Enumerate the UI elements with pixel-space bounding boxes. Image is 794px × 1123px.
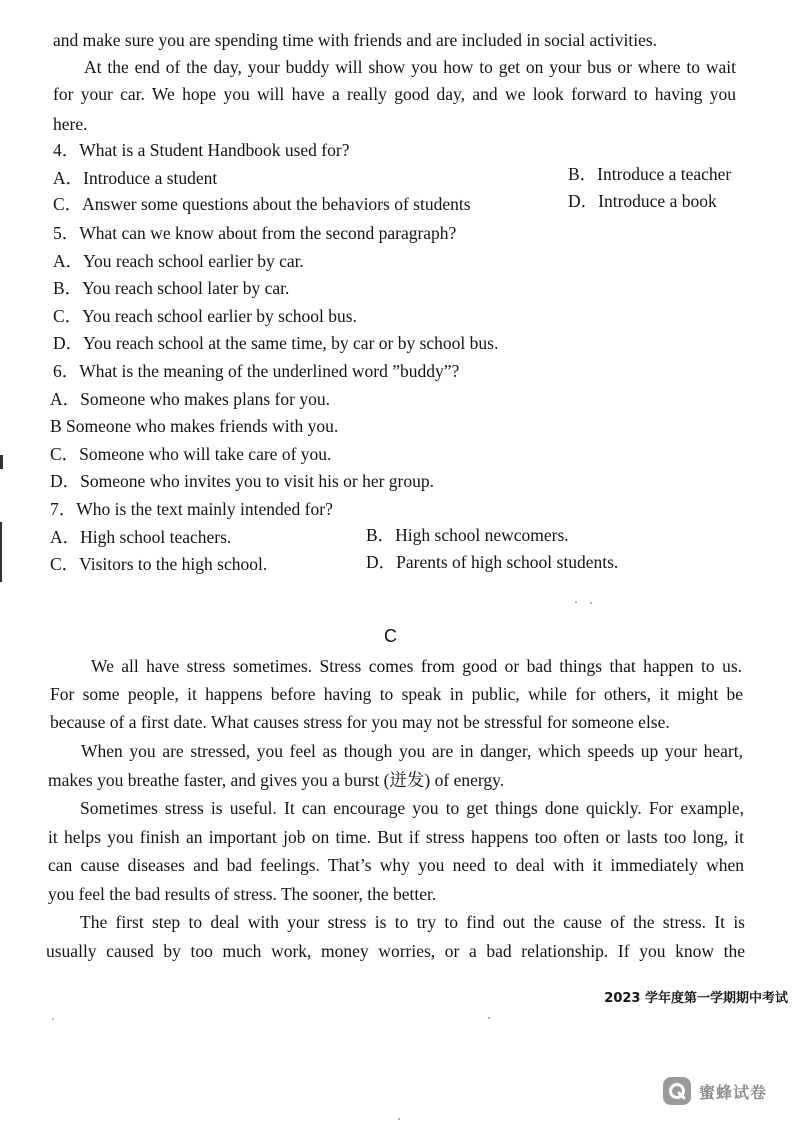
question-7-option-d: D．Parents of high school students.: [366, 552, 619, 572]
passage-c-line: The first step to deal with your stress is to try to find out the cause of the stress. It is: [80, 912, 745, 932]
passage-c-line: usually caused by too much work, money worries, or a bad relationship. If you know the: [46, 941, 745, 961]
scan-edge-mark: [0, 455, 3, 469]
question-5-option-a: A．You reach school earlier by car.: [53, 251, 304, 271]
passage-c-line: can cause diseases and bad feelings. That’s why you need to deal with it immediately when: [48, 855, 744, 875]
passage-c-line: When you are stressed, you feel as though you are in danger, which speeds up your heart,: [81, 741, 743, 761]
scan-speck: [398, 1118, 400, 1120]
passage-c-line: you feel the bad results of stress. The sooner, the better.: [48, 884, 437, 904]
scan-speck: [575, 601, 577, 603]
passage-c-line: makes you breathe faster, and gives you a burst (迸发) of energy.: [48, 770, 505, 790]
scan-speck: [488, 1017, 490, 1019]
passage-line: for your car. We hope you will have a really good day, and we look forward to having you: [53, 84, 736, 104]
passage-line: At the end of the day, your buddy will show you how to get on your bus or where to wait: [84, 57, 736, 77]
question-7-option-c: C．Visitors to the high school.: [50, 554, 268, 574]
question-7-stem: 7．Who is the text mainly intended for?: [50, 499, 333, 519]
exam-footer: 2023 学年度第一学期期中考试: [604, 991, 788, 1006]
question-6-option-a: A．Someone who makes plans for you.: [50, 389, 330, 409]
question-6-option-d: D．Someone who invites you to visit his or her group.: [50, 471, 435, 491]
question-4-option-d: D．Introduce a book: [568, 191, 717, 211]
question-4-option-c: C．Answer some questions about the behaviors of students: [53, 194, 471, 214]
question-4-option-b: B．Introduce a teacher: [568, 164, 732, 184]
question-5-stem: 5．What can we know about from the second paragraph?: [53, 223, 457, 243]
q-logo-icon: [663, 1077, 691, 1105]
question-6-stem: 6．What is the meaning of the underlined word ”buddy”?: [53, 361, 460, 381]
passage-line: here.: [53, 114, 88, 134]
question-5-option-c: C．You reach school earlier by school bus.: [53, 306, 357, 326]
passage-c-line: We all have stress sometimes. Stress comes from good or bad things that happen to us.: [91, 656, 742, 676]
watermark-text: 蜜蜂试卷: [699, 1082, 768, 1102]
passage-c-line: Sometimes stress is useful. It can encourage you to get things done quickly. For example,: [80, 798, 744, 818]
question-5-option-b: B．You reach school later by car.: [53, 278, 290, 298]
section-heading-c: C: [384, 626, 397, 646]
question-7-option-a: A．High school teachers.: [50, 527, 232, 547]
passage-c-line: because of a first date. What causes stress for you may not be stressful for someone else.: [50, 712, 670, 732]
watermark: [663, 1077, 767, 1105]
question-7-option-b: B．High school newcomers.: [366, 525, 569, 545]
question-4-option-a: A．Introduce a student: [53, 168, 218, 188]
scan-speck: [590, 602, 592, 604]
scan-speck: [52, 1018, 54, 1020]
question-4-stem: 4．What is a Student Handbook used for?: [53, 140, 350, 160]
question-5-option-d: D．You reach school at the same time, by car or by school bus.: [53, 333, 499, 353]
question-6-option-b: B Someone who makes friends with you.: [50, 416, 339, 436]
question-6-option-c: C．Someone who will take care of you.: [50, 444, 332, 464]
scan-edge-mark: [0, 522, 2, 582]
passage-c-line: it helps you finish an important job on time. But if stress happens too often or lasts too long, it: [48, 827, 744, 847]
passage-line: and make sure you are spending time with friends and are included in social activities.: [53, 30, 658, 50]
passage-c-line: For some people, it happens before having to speak in public, while for others, it might be: [50, 684, 743, 704]
